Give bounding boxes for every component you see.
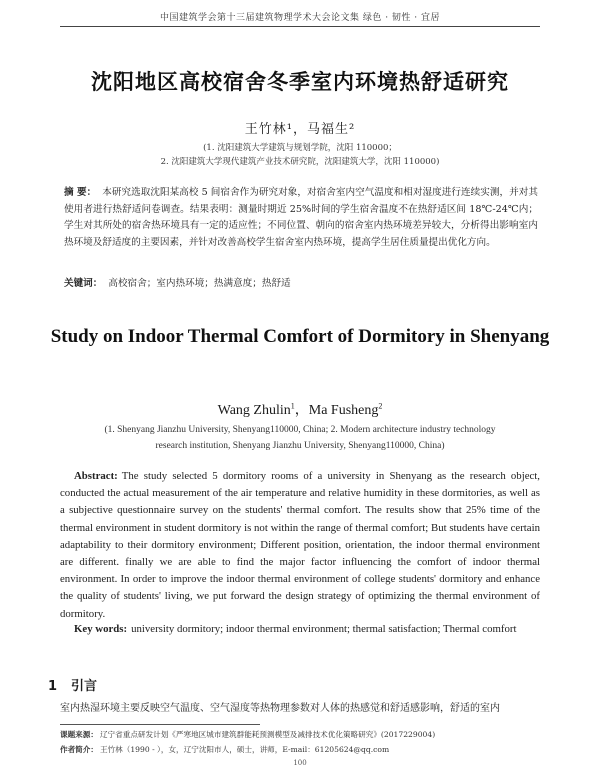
- chinese-authors: 王竹林¹，马福生²: [244, 122, 356, 137]
- section-number: 1: [48, 679, 58, 694]
- english-keywords-label: Key words:: [74, 623, 128, 635]
- footnote-author: [60, 744, 540, 755]
- chinese-affiliation-1: (1. 沈阳建筑大学建筑与规划学院，沈阳 110000；: [203, 143, 397, 153]
- english-authors: [0, 399, 600, 419]
- header-rule: [60, 26, 540, 27]
- english-author-2-sup: 2: [378, 401, 383, 411]
- english-affiliation-1: (1. Shenyang Jianzhu University, Shenyang110000, China; 2. Modern architecture industry technology: [104, 425, 496, 435]
- running-header: 中国建筑学会第十三届建筑物理学术大会论文集 绿色 · 韧性 · 宜居: [159, 13, 441, 23]
- english-title: Study on Indoor Thermal Comfort of Dormitory in Shenyang: [50, 326, 550, 347]
- footnote-rule: [60, 724, 260, 725]
- english-keywords-text: university dormitory; indoor thermal environment; thermal satisfaction; Thermal comfort: [131, 623, 517, 635]
- chinese-abstract: [64, 185, 538, 251]
- section-heading: [48, 675, 97, 694]
- chinese-title: 沈阳地区高校宿舍冬季室内环境热舒适研究: [91, 70, 509, 94]
- english-abstract-label: Abstract:: [74, 470, 118, 482]
- english-author-2: Ma Fusheng: [308, 403, 379, 418]
- chinese-keywords: [64, 276, 538, 292]
- footnote-fund: [60, 729, 540, 740]
- chinese-abstract-label: 摘 要：: [64, 187, 97, 198]
- body-paragraph: 室内热湿环境主要反映空气温度、空气湿度等热物理参数对人体的热感觉和舒适感影响，舒适的室内: [60, 703, 500, 714]
- english-author-1-sup: 1: [290, 401, 295, 411]
- chinese-keywords-label: 关键词：: [64, 278, 103, 289]
- english-author-1: Wang Zhulin: [217, 403, 291, 418]
- chinese-keywords-text: 高校宿舍；室内热环境；热满意度；热舒适: [108, 278, 291, 289]
- page-number: 100: [293, 759, 307, 767]
- english-affiliation-2: research institution, Shenyang Jianzhu University, Shenyang110000, China): [155, 441, 445, 451]
- footnote-author-text: 王竹林（1990 - ），女，辽宁沈阳市人，硕士，讲师，E-mail：61205624@qq.com: [99, 745, 390, 754]
- footnote-author-label: 作者简介：: [60, 745, 98, 754]
- footnote-fund-text: 辽宁省重点研发计划《严寒地区城市建筑群能耗预测模型及减排技术优化策略研究》(2017229004): [99, 730, 436, 739]
- chinese-affiliation-2: 2. 沈阳建筑大学现代建筑产业技术研究院，沈阳建筑大学，沈阳 110000): [160, 157, 440, 167]
- english-abstract-text: The study selected 5 dormitory rooms of a university in Shenyang as the research object, conducted the actual measurement of the air temperature and relative humidity in these dormitories, as well as a subjective questionnaire survey on the students' thermal comfort. The results show that 25% time of the thermal environment in student dormitory is not within the range of thermal comfort; But students have certain adaptability to their dormitory environment; Different position, orientation, the indoor thermal environment are different. finally we are able to find the major factor influencing the comfort of indoor thermal environment. In order to improve the indoor thermal environment of college students' dormitory and enhance the quality of students' living, we put forward the design strategy of optimizing the thermal environment of dormitory.: [60, 470, 540, 620]
- english-author-separator: ，: [294, 403, 309, 418]
- section-title: 引言: [71, 679, 98, 694]
- english-abstract: [60, 468, 540, 623]
- chinese-abstract-text: 本研究选取沈阳某高校 5 间宿舍作为研究对象，对宿舍室内空气温度和相对湿度进行连续实测，并对其使用者进行热舒适问卷调查。结果表明：测量时期近 25%时间的学生宿舍温度不在热舒适区间 18℃-24℃内；学生对其所处的宿舍热环境具有一定的适应性；不同位置、朝向的宿舍室内热环境差异较大，分析得出影响室内热环境及舒适度的主要因素，并针对改善高校学生宿舍室内热环境，提高学生居住质量提出优化方向。: [64, 187, 538, 248]
- english-keywords: [60, 621, 540, 638]
- footnote-fund-label: 课题来源：: [60, 730, 98, 739]
